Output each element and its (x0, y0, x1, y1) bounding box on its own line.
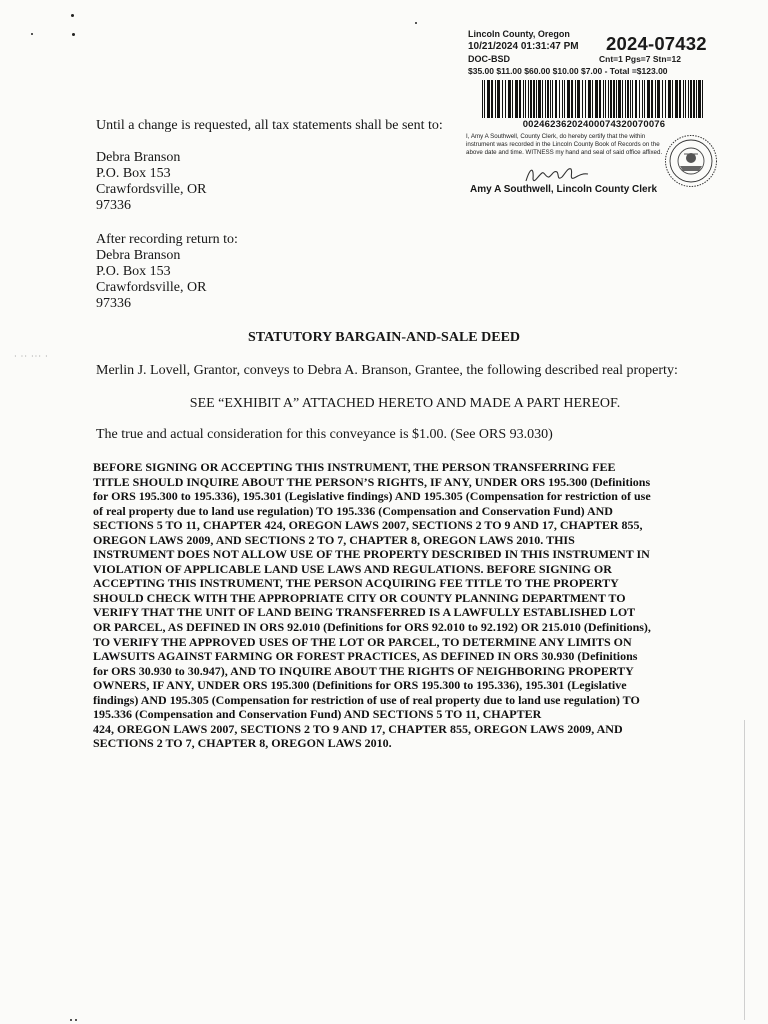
address-line: Debra Branson (96, 248, 181, 263)
barcode-bar (632, 80, 633, 118)
warning-line: for ORS 195.300 to 195.336), 195.301 (Legislative findings) AND 195.305 (Compensation for restriction of use (93, 489, 651, 504)
warning-line: VERIFY THAT THE UNIT OF LAND BEING TRANSFERRED IS A LAWFULLY ESTABLISHED LOT (93, 605, 636, 620)
barcode-bar (528, 80, 529, 118)
barcode-number: 00246236202400074320070076 (522, 119, 666, 130)
barcode (481, 80, 707, 118)
warning-line: OREGON LAWS 2009, AND SECTIONS 2 TO 7, CHAPTER 8, OREGON LAWS 2010. THIS (93, 532, 575, 547)
barcode-bar (562, 80, 563, 118)
barcode-bar (696, 80, 697, 118)
barcode-bar (545, 80, 546, 118)
address-line: Debra Branson (96, 150, 181, 165)
warning-line: TO VERIFY THE APPROVED USES OF THE LOT OR PARCEL, TO DETERMINE ANY LIMITS ON (93, 634, 632, 649)
scan-speck (70, 1019, 72, 1021)
warning-line: SHOULD CHECK WITH THE APPROPRIATE CITY OR COUNTY PLANNING DEPARTMENT TO (93, 590, 626, 605)
scan-speck (415, 22, 417, 24)
warning-line: VIOLATION OF APPLICABLE LAND USE LAWS AND REGULATIONS. BEFORE SIGNING OR (93, 561, 612, 576)
barcode-bar (592, 80, 593, 118)
barcode-bar (679, 80, 681, 118)
barcode-bar (555, 80, 557, 118)
barcode-bar (630, 80, 631, 118)
address-line: Crawfordsville, OR (96, 280, 207, 295)
return-address (96, 232, 238, 312)
barcode-bar (550, 80, 551, 118)
deed-title: STATUTORY BARGAIN-AND-SALE DEED (247, 330, 521, 345)
barcode-bar (530, 80, 532, 118)
recording-county: Lincoln County, Oregon (468, 29, 570, 39)
address-line: 97336 (96, 198, 131, 213)
barcode-bar (644, 80, 645, 118)
barcode-bar (655, 80, 656, 118)
barcode-bar (536, 80, 537, 118)
warning-line: SECTIONS 5 TO 11, CHAPTER 424, OREGON LAWS 2007, SECTIONS 2 TO 9 AND 17, CHAPTER 855, (93, 518, 643, 533)
tax-statement-address (96, 150, 206, 214)
barcode-bar (523, 80, 524, 118)
barcode-bar (610, 80, 612, 118)
warning-line: LAWSUITS AGAINST FARMING OR FOREST PRACTICES, AS DEFINED IN ORS 30.930 (Definitions (93, 649, 638, 664)
barcode-bar (642, 80, 643, 118)
barcode-bar (595, 80, 598, 118)
barcode-bar (577, 80, 580, 118)
barcode-bar (675, 80, 678, 118)
conveyance-statement: Merlin J. Lovell, Grantor, conveys to Debra A. Branson, Grantee, the following described real property: (96, 363, 678, 378)
clerk-signature (524, 164, 590, 186)
clerk-certification: I, Amy A Southwell, County Clerk, do hereby certify that the within instrument was recorded in the Lincoln County Book of Records on the above date and time. WITNESS my hand and seal of said office affixed. (466, 133, 663, 156)
consideration-statement: The true and actual consideration for this conveyance is $1.00. (See ORS 93.030) (96, 427, 553, 442)
warning-line: of real property due to land use regulation) TO 195.336 (Compensation and Conservation Fund) AND (93, 503, 613, 518)
scan-speck (71, 14, 74, 17)
recording-fees: $35.00 $11.00 $60.00 $10.00 $7.00 - Total =$123.00 (468, 66, 668, 76)
barcode-bar (508, 80, 511, 118)
barcode-bar (519, 80, 521, 118)
barcode-bar (702, 80, 703, 118)
barcode-bar (657, 80, 660, 118)
barcode-bar (567, 80, 570, 118)
barcode-bar (616, 80, 617, 118)
page-counts: Cnt=1 Pgs=7 Stn=12 (599, 54, 681, 64)
scan-speck (75, 1019, 77, 1021)
warning-line: OWNERS, IF ANY, UNDER ORS 195.300 (Definitions for ORS 195.300 to 195.336), 195.301 (Legislative (93, 678, 627, 693)
warning-line: 195.336 (Compensation and Conservation Fund) AND SECTIONS 5 TO 11, CHAPTER (93, 707, 542, 722)
barcode-bar (627, 80, 629, 118)
barcode-bar (599, 80, 601, 118)
barcode-bar (639, 80, 640, 118)
barcode-bar (505, 80, 506, 118)
scan-speck (72, 33, 75, 36)
page-edge-shadow (744, 720, 745, 1020)
barcode-bar (618, 80, 621, 118)
barcode-bar (635, 80, 637, 118)
barcode-bar (605, 80, 606, 118)
barcode-bar (668, 80, 671, 118)
address-line: 97336 (96, 296, 131, 311)
barcode-bar (495, 80, 496, 118)
warning-line: TITLE SHOULD INQUIRE ABOUT THE PERSON’S RIGHTS, IF ANY, UNDER ORS 195.300 (Definitions (93, 474, 651, 489)
barcode-bar (512, 80, 513, 118)
barcode-bar (698, 80, 701, 118)
barcode-bar (533, 80, 535, 118)
clerk-name: Amy A Southwell, Lincoln County Clerk (470, 184, 658, 195)
address-line: P.O. Box 153 (96, 264, 171, 279)
barcode-bar (502, 80, 503, 118)
statutory-warning (93, 460, 683, 751)
barcode-bar (688, 80, 689, 118)
barcode-bar (603, 80, 604, 118)
document-type: DOC-BSD (468, 54, 510, 64)
return-label: After recording return to: (96, 232, 238, 247)
barcode-bar (482, 80, 483, 118)
barcode-bar (585, 80, 586, 118)
document-number: 2024-07432 (606, 33, 707, 54)
barcode-bar (515, 80, 518, 118)
barcode-bar (575, 80, 576, 118)
warning-line: 424, OREGON LAWS 2007, SECTIONS 2 TO 9 AND 17, CHAPTER 855, OREGON LAWS 2009, AND (93, 721, 623, 736)
barcode-bar (582, 80, 583, 118)
barcode-bar (685, 80, 686, 118)
warning-line: findings) AND 195.305 (Compensation for restriction of use of real property due to land use regulation) TO (93, 692, 640, 707)
barcode-bar (564, 80, 565, 118)
address-line: P.O. Box 153 (96, 166, 171, 181)
barcode-bar (497, 80, 500, 118)
warning-line: INSTRUMENT DOES NOT ALLOW USE OF THE PROPERTY DESCRIBED IN THIS INSTRUMENT IN (93, 547, 650, 562)
recording-datetime: 10/21/2024 01:31:47 PM (468, 41, 579, 52)
barcode-bar (552, 80, 553, 118)
barcode-bar (622, 80, 623, 118)
barcode-bar (690, 80, 692, 118)
barcode-bar (672, 80, 673, 118)
barcode-bar (683, 80, 684, 118)
barcode-bar (662, 80, 663, 118)
warning-line: OR PARCEL, AS DEFINED IN ORS 92.010 (Definitions for ORS 92.010 to 92.192) OR 215.010 (Definitions), (93, 620, 651, 635)
warning-line: BEFORE SIGNING OR ACCEPTING THIS INSTRUMENT, THE PERSON TRANSFERRING FEE (93, 460, 616, 474)
warning-line: ACCEPTING THIS INSTRUMENT, THE PERSON ACQUIRING FEE TITLE TO THE PROPERTY (93, 576, 619, 591)
tax-statement-instruction: Until a change is requested, all tax statements shall be sent to: (96, 118, 443, 133)
scan-speck (31, 33, 33, 35)
barcode-bar (665, 80, 666, 118)
exhibit-reference: SEE “EXHIBIT A” ATTACHED HERETO AND MADE A PART HEREOF. (189, 396, 621, 411)
barcode-bar (491, 80, 493, 118)
barcode-bar (693, 80, 695, 118)
barcode-bar (625, 80, 626, 118)
warning-line: for ORS 30.930 to 30.947), AND TO INQUIRE ABOUT THE RIGHTS OF NEIGHBORING PROPERTY (93, 663, 634, 678)
barcode-bar (542, 80, 543, 118)
address-line: Crawfordsville, OR (96, 182, 207, 197)
warning-line: SECTIONS 2 TO 7, CHAPTER 8, OREGON LAWS 2010. (93, 736, 392, 751)
barcode-bar (487, 80, 490, 118)
barcode-bar (484, 80, 485, 118)
county-seal-icon (664, 134, 718, 188)
barcode-bar (608, 80, 609, 118)
barcode-bar (588, 80, 591, 118)
barcode-bar (559, 80, 560, 118)
barcode-bar (647, 80, 650, 118)
barcode-bar (651, 80, 653, 118)
barcode-bar (571, 80, 573, 118)
barcode-bar (538, 80, 541, 118)
barcode-bar (547, 80, 549, 118)
margin-scribble: · ·· ··· · (14, 352, 49, 361)
barcode-bar (613, 80, 615, 118)
barcode-bar (525, 80, 526, 118)
